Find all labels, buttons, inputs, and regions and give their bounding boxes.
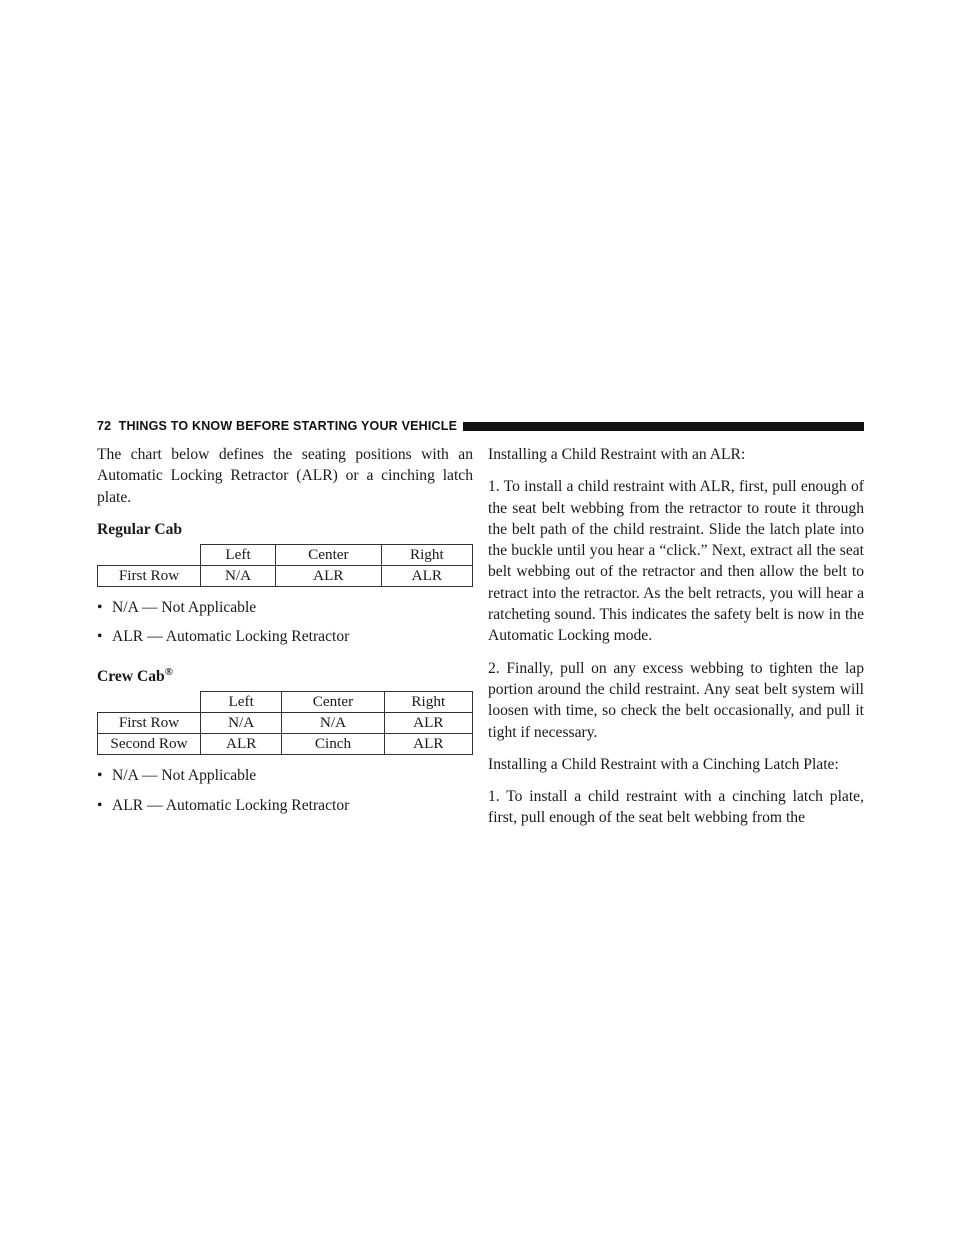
- table-header-row: [98, 692, 473, 713]
- section-heading: Installing a Child Restraint with a Cinching Latch Plate:: [488, 755, 839, 773]
- table-cell: ALR: [201, 734, 282, 755]
- instruction-paragraph: 2. Finally, pull on any excess webbing to tighten the lap portion around the child restraint. Any seat belt system will loosen with time, so check the belt occasionally, and pull it tight if necessary.: [488, 659, 864, 741]
- note-text: ALR — Automatic Locking Retractor: [112, 796, 350, 814]
- table-cell: ALR: [384, 713, 472, 734]
- note-text: N/A — Not Applicable: [112, 599, 257, 617]
- registered-mark: ®: [164, 665, 173, 678]
- section-heading: Installing a Child Restraint with an ALR:: [488, 446, 746, 463]
- list-item: [97, 626, 473, 647]
- table-row: [98, 713, 473, 734]
- regular-cab-title: Regular Cab: [97, 520, 183, 538]
- note-text: N/A — Not Applicable: [112, 767, 257, 785]
- page-header-text: [97, 419, 457, 433]
- crew-cab-table: [97, 691, 473, 755]
- crew-cab-title: [97, 662, 473, 687]
- column-header: Left: [201, 545, 276, 566]
- bullet-dot: •: [97, 767, 103, 785]
- crew-cab-title-text: Crew Cab: [97, 667, 165, 685]
- right-column: [488, 444, 864, 840]
- table-corner-cell: [98, 545, 201, 566]
- regular-cab-table: [97, 544, 473, 587]
- page-header: [97, 418, 864, 434]
- table-cell: Cinch: [282, 734, 384, 755]
- list-item: [97, 795, 473, 816]
- column-header: Center: [276, 545, 382, 566]
- table-cell: N/A: [201, 713, 282, 734]
- column-header: Left: [201, 692, 282, 713]
- instruction-paragraph: 1. To install a child restraint with a cinching latch plate, first, pull enough of the seat belt webbing from the: [488, 788, 864, 827]
- row-label: Second Row: [98, 734, 201, 755]
- row-label: First Row: [98, 566, 201, 587]
- table-row: [98, 734, 473, 755]
- table-cell: ALR: [381, 566, 472, 587]
- table-header-row: [98, 545, 473, 566]
- intro-paragraph: The chart below defines the seating positions with an Automatic Locking Retractor (ALR) or a cinching latch plate.: [97, 446, 473, 506]
- table-cell: ALR: [276, 566, 382, 587]
- page-number: 72: [97, 419, 112, 433]
- header-rule: [463, 422, 864, 431]
- note-text: ALR — Automatic Locking Retractor: [112, 628, 350, 646]
- column-header: Center: [282, 692, 384, 713]
- column-header: Right: [384, 692, 472, 713]
- table-cell: N/A: [282, 713, 384, 734]
- left-column: [97, 444, 473, 824]
- table-row: [98, 566, 473, 587]
- table-corner-cell: [98, 692, 201, 713]
- bullet-dot: •: [97, 796, 103, 814]
- section-title: THINGS TO KNOW BEFORE STARTING YOUR VEHICLE: [118, 419, 458, 433]
- instruction-paragraph: 1. To install a child restraint with ALR, first, pull enough of the seat belt webbing from the retractor to route it through the belt path of the child restraint. Slide the latch plate into the buckle until you hear a “click.” Next, extract all the seat belt webbing out of the retractor and then allow the belt to retract into the retractor. As the belt retracts, you will hear a ratcheting sound. This indicates the safety belt is now in the Automatic Locking mode.: [488, 478, 864, 645]
- list-item: [97, 765, 473, 786]
- bullet-dot: •: [97, 628, 103, 646]
- table-cell: ALR: [384, 734, 472, 755]
- column-header: Right: [381, 545, 472, 566]
- row-label: First Row: [98, 713, 201, 734]
- list-item: [97, 597, 473, 618]
- bullet-dot: •: [97, 599, 103, 617]
- table-cell: N/A: [201, 566, 276, 587]
